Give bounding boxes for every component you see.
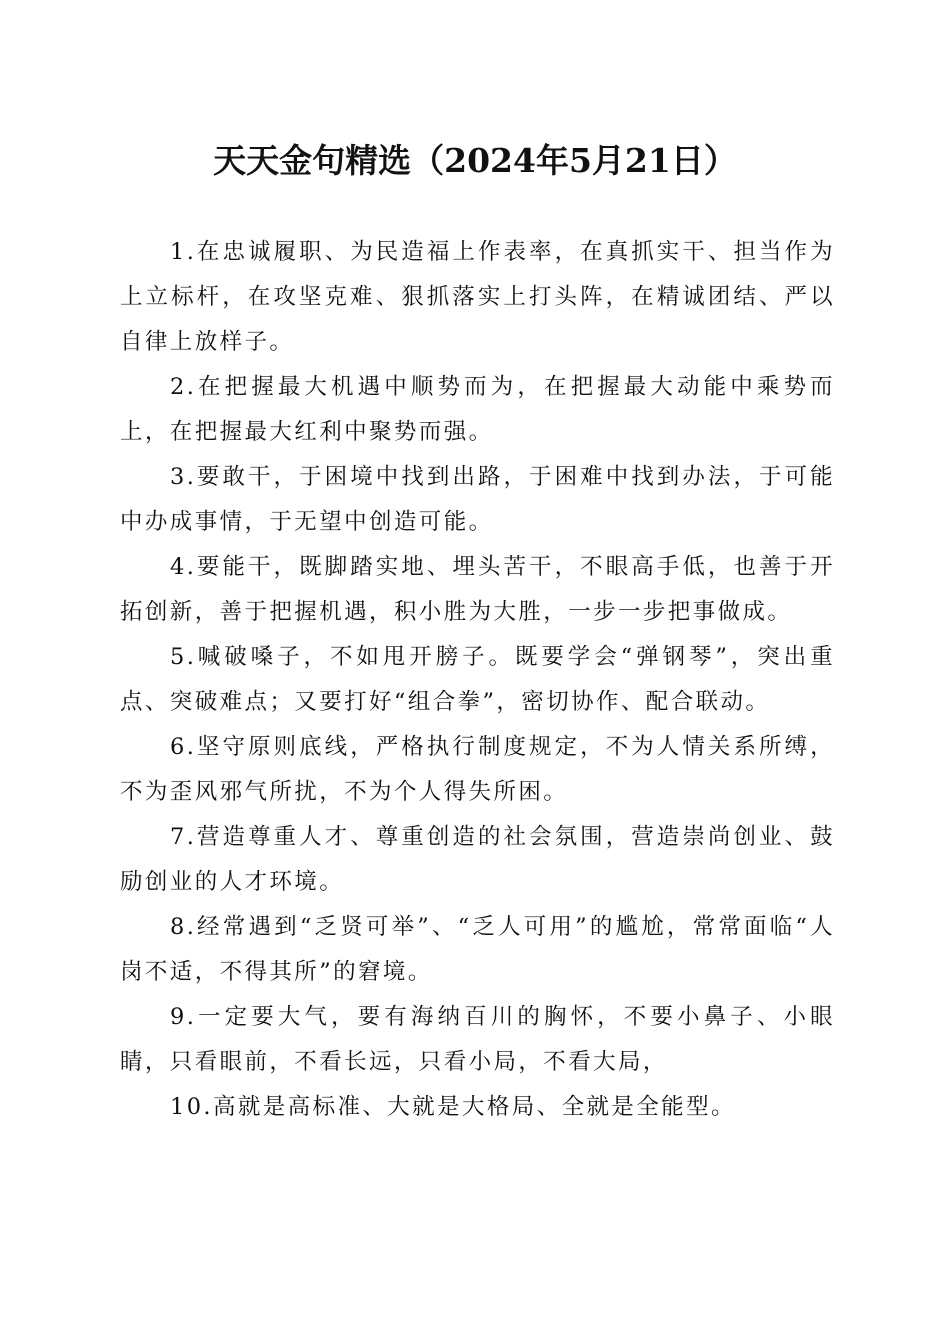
document-title: 天天金句精选（2024年5月21日）: [213, 141, 737, 180]
paragraph-1: 1.在忠诚履职、为民造福上作表率，在真抓实干、担当作为上立标杆，在攻坚克难、狠抓落实上打头阵，在精诚团结、严以自律上放样子。: [120, 239, 835, 355]
paragraph-2: 2.在把握最大机遇中顺势而为，在把握最大动能中乘势而上，在把握最大红利中聚势而强。: [120, 374, 835, 445]
paragraph-8: 8.经常遇到“乏贤可举”、“乏人可用”的尴尬，常常面临“人岗不适，不得其所”的窘境。: [120, 914, 835, 985]
paragraph-10: 10.高就是高标准、大就是大格局、全就是全能型。: [170, 1094, 736, 1120]
paragraph-3: 3.要敢干，于困境中找到出路，于困难中找到办法，于可能中办成事情，于无望中创造可能。: [120, 464, 835, 535]
paragraph-6: 6.坚守原则底线，严格执行制度规定，不为人情关系所缚，不为歪风邪气所扰，不为个人得失所困。: [120, 734, 835, 805]
document-body: [120, 230, 835, 1130]
paragraph-4: 4.要能干，既脚踏实地、埋头苦干，不眼高手低，也善于开拓创新，善于把握机遇，积小胜为大胜，一步一步把事做成。: [120, 554, 835, 625]
paragraph-5: 5.喊破嗓子，不如甩开膀子。既要学会“弹钢琴”，突出重点、突破难点；又要打好“组合拳”，密切协作、配合联动。: [120, 644, 835, 715]
paragraph-7: 7.营造尊重人才、尊重创造的社会氛围，营造崇尚创业、鼓励创业的人才环境。: [120, 824, 835, 895]
paragraph-9: 9.一定要大气，要有海纳百川的胸怀，不要小鼻子、小眼睛，只看眼前，不看长远，只看小局，不看大局，: [120, 1004, 835, 1075]
